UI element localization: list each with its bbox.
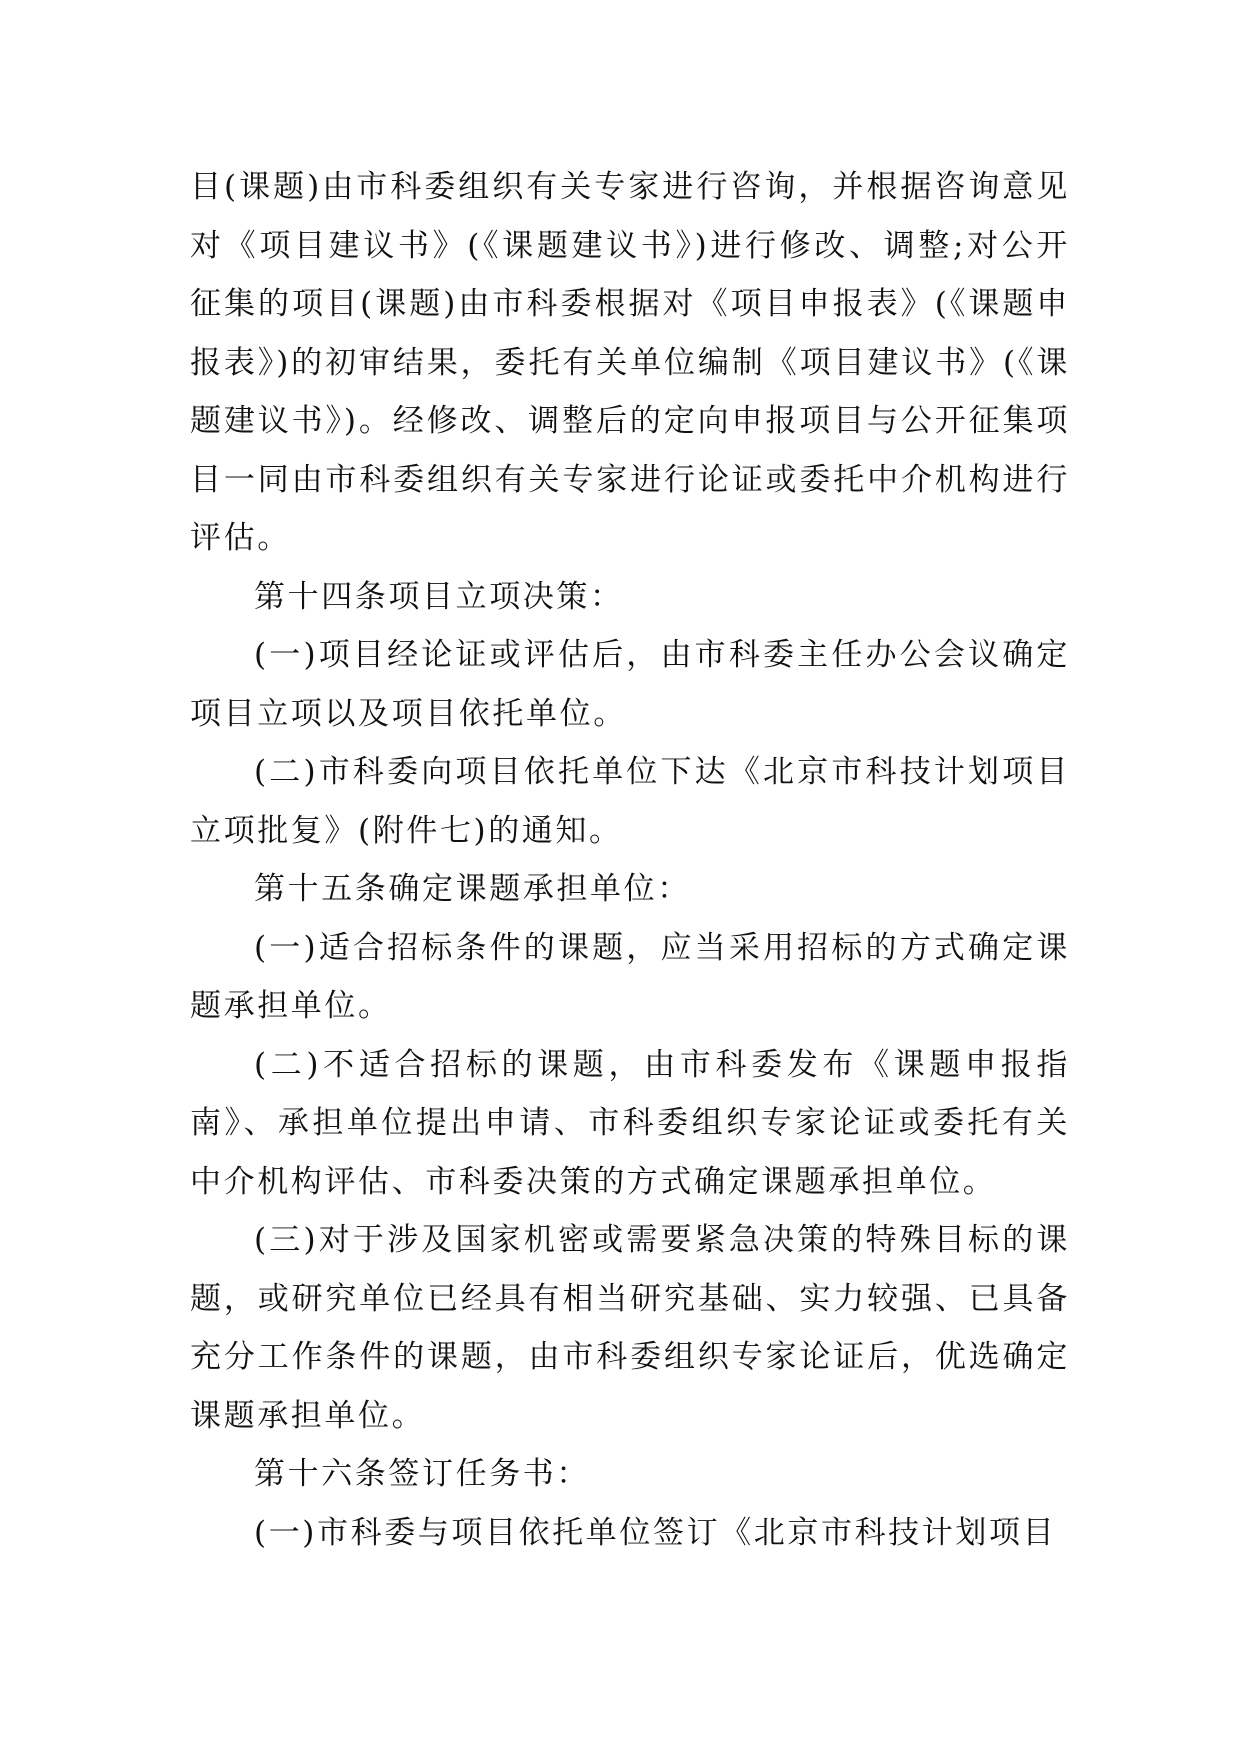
article-16-item-1: (一)市科委与项目依托单位签订《北京市科技计划项目 (254, 1514, 1057, 1551)
article-14-item-1: (一)项目经论证或评估后，由市科委主任办公会议确定项目立项以及项目依托单位。 (190, 637, 1070, 732)
article-15-heading: 第十五条确定课题承担单位： (254, 871, 691, 907)
article-15-item-3: (三)对于涉及国家机密或需要紧急决策的特殊目标的课题，或研究单位已经具有相当研究基础、实力较强、已具备充分工作条件的课题，由市科委组织专家论证后，优选确定课题承担单位。 (190, 1222, 1070, 1434)
paragraph-continuation: 目(课题)由市科委组织有关专家进行咨询，并根据咨询意见对《项目建议书》(《课题建议书》)进行修改、调整;对公开征集的项目(课题)由市科委根据对《项目申报表》(《课题申报表》)的初审结果，委托有关单位编制《项目建议书》(《课题建议书》)。经修改、调整后的定向申报项目与公开征集项目一同由市科委组织有关专家进行论证或委托中介机构进行评估。 (190, 169, 1070, 556)
document-body (190, 158, 1070, 1562)
article-16-heading: 第十六条签订任务书： (254, 1456, 590, 1492)
article-15-item-1: (一)适合招标条件的课题，应当采用招标的方式确定课题承担单位。 (190, 929, 1070, 1024)
article-14-item-2: (二)市科委向项目依托单位下达《北京市科技计划项目立项批复》(附件七)的通知。 (190, 754, 1070, 849)
article-14-heading: 第十四条项目立项决策： (254, 578, 624, 615)
article-15-item-2: (二)不适合招标的课题，由市科委发布《课题申报指南》、承担单位提出申请、市科委组织专家论证或委托有关中介机构评估、市科委决策的方式确定课题承担单位。 (190, 1046, 1070, 1200)
